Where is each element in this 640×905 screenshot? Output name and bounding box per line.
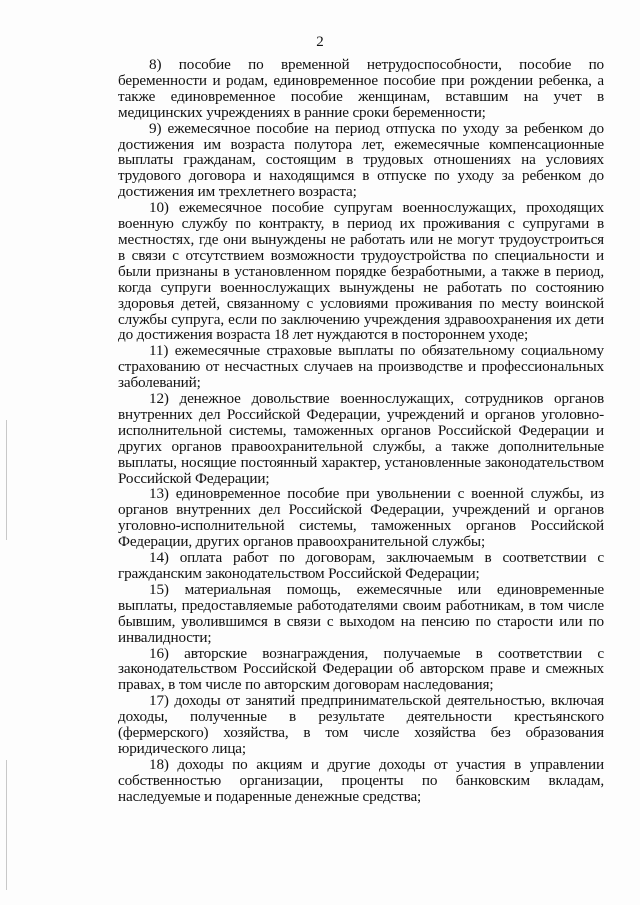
list-item-9: 9) ежемесячное пособие на период отпуска по уходу за ребенком до достижения им возраста полутора лет, ежемесячные компенсационные выплаты гражданам, состоящим в трудовых отношениях на условиях трудового договора и находящимся в отпуске по уходу за ребенком до достижения им трехлетнего возраста; [118, 119, 604, 201]
list-item-15: 15) материальная помощь, ежемесячные или единовременные выплаты, предоставляемые работодателями своим работникам, в том числе бывшим, уволившимся в связи с выходом на пенсию по старости или по инвалидности; [118, 580, 604, 646]
page-number: 2 [316, 34, 324, 50]
list-item-16: 16) авторские вознаграждения, получаемые в соответствии с законодательством Российской Федерации об авторском праве и смежных правах, в том числе по авторским договорам наследования; [118, 644, 604, 694]
list-item-10: 10) ежемесячное пособие супругам военнослужащих, проходящих военную службу по контракту, в период их проживания с супругами в местностях, где они вынуждены не работать или не могут трудоустроиться в связи с отсутствием возможности трудоустройства по специальности и были признаны в установленном порядке безработными, а также в период, когда супруги военнослужащих вынуждены не работать по состоянию здоровья детей, связанному с условиями проживания по месту воинской службы супруга, если по заключению учреждения здравоохранения их дети до достижения возраста 18 лет нуждаются в постороннем уходе; [118, 199, 604, 344]
list-item-13: 13) единовременное пособие при увольнении с военной службы, из органов внутренних дел Российской Федерации, учреждений и органов уголовно-исполнительной системы, таможенных органов Российской Федерации, других органов правоохранительной службы; [118, 485, 604, 551]
list-item-17: 17) доходы от занятий предпринимательской деятельностью, включая доходы, полученные в результате деятельности крестьянского (фермерского) хозяйства, в том числе хозяйства без образования юридического лица; [118, 692, 604, 757]
document-body [118, 57, 604, 805]
list-item-14: 14) оплата работ по договорам, заключаемым в соответствии с гражданским законодательством Российской Федерации; [118, 549, 604, 582]
list-item-18: 18) доходы по акциям и другие доходы от участия в управлении собственностью организации, проценты по банковским вкладам, наследуемые и подаренные денежные средства; [118, 755, 604, 805]
scan-edge-mark [6, 420, 7, 540]
list-item-8: 8) пособие по временной нетрудоспособности, пособие по беременности и родам, единовременное пособие при рождении ребенка, а также единовременное пособие женщинам, вставшим на учет в медицинских учреждениях в ранние сроки беременности; [118, 56, 604, 121]
list-item-12: 12) денежное довольствие военнослужащих, сотрудников органов внутренних дел Российской Федерации, учреждений и органов уголовно-исполнительной системы, таможенных органов Российской Федерации и других органов правоохранительной службы, а также дополнительные выплаты, носящие постоянный характер, установленные законодательством Российской Федерации; [118, 390, 604, 487]
list-item-11: 11) ежемесячные страховые выплаты по обязательному социальному страхованию от несчастных случаев на производстве и профессиональных заболеваний; [118, 342, 604, 392]
scan-edge-mark [6, 760, 7, 890]
